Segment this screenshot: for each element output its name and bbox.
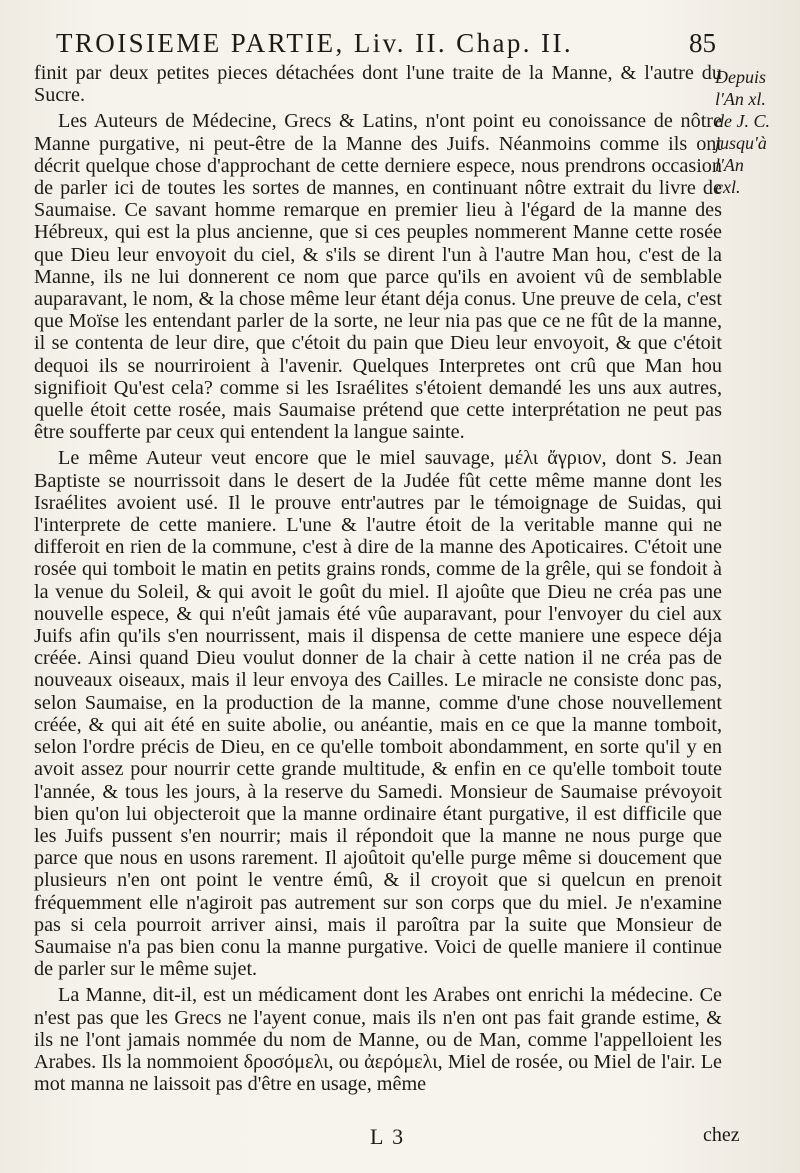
signature-mark: L 3 bbox=[370, 1124, 406, 1149]
catchword: chez bbox=[703, 1124, 740, 1146]
page-number: 85 bbox=[689, 28, 716, 58]
margin-note: Depuis bbox=[715, 67, 766, 87]
paragraph-2: Les Auteurs de Médecine, Grecs & Latins, n'ont point eu conoissance de nôtre Manne purgative, ni peut-être de la Manne des Juifs. Néanmoins comme ils ont décrit quelque chose d'approchant de cette derniere espece, nous prendrons occasion de parler ici de toutes les sortes de mannes, en continuant nôtre extrait du livre de Saumaise. Ce savant homme remarque en premier lieu à l'égard de la manne des Hébreux, qui est la plus ancienne, que si ces peuples nommerent Manne cette rosée que Dieu leur envoyoit du ciel, & s'ils se dirent l'un à l'autre Man hou, c'est de la Manne, ils ne lui donnerent ce nom que parce qu'ils en avoient vû de semblable auparavant, le nom, & la chose même leur étant déja conus. Une preuve de cela, c'est que Moïse les entendant parler de la sorte, ne leur nia pas que ce ne fût de la manne, il se contenta de leur dire, que c'étoit du pain que Dieu leur envoyoit, & que c'étoit dequoi ils se nourriroient à l'avenir. Quelques Interpretes ont crû que Man hou signifioit Qu'est cela? comme si les Israélites s'étoient demandé les uns aux autres, quelle étoit cette rosée, mais Saumaise prétend que cette interprétation ne peut pas être soufferte par ceux qui entendent la langue sainte. bbox=[34, 110, 722, 444]
running-title: TROISIEME PARTIE, Liv. II. Chap. II. bbox=[56, 28, 573, 58]
margin-note: cxl. bbox=[715, 177, 741, 197]
paragraph-1: finit par deux petites pieces détachées dont l'une traite de la Manne, & l'autre du Sucre. bbox=[34, 62, 722, 107]
margin-note-dates bbox=[715, 66, 800, 198]
paragraph-4: La Manne, dit-il, est un médicament dont les Arabes ont enrichi la médecine. Ce n'est pas que les Grecs ne l'ayent conue, mais ils n'en ont pas fait grande estime, & ils ne l'ont jamais nommée du nom de Manne, ou de Man, comme l'appelloient les Arabes. Ils la nommoient δροσόμελι, ou ἀερόμελι, Miel de rosée, ou Miel de l'air. Le mot manna ne laissoit pas d'être en usage, même bbox=[34, 984, 722, 1096]
margin-note: jusqu'à bbox=[715, 133, 767, 153]
margin-note: de J. C. bbox=[715, 111, 770, 131]
margin-note: l'An xl. bbox=[715, 89, 766, 109]
running-header bbox=[56, 28, 716, 60]
page-footer bbox=[0, 1124, 800, 1154]
main-text bbox=[34, 62, 722, 1099]
paragraph-3: Le même Auteur veut encore que le miel sauvage, μέλι ἄγριον, dont S. Jean Baptiste se nourrissoit dans le desert de la Judée fût cette même manne dont les Israélites avoient usé. Il le prouve entr'autres par le témoignage de Suidas, qui l'interprete de cette maniere. L'une & l'autre étoit de la veritable manne qui ne differoit en rien de la commune, c'est à dire de la manne des Apoticaires. C'étoit une rosée qui tomboit le matin en petits grains ronds, comme de la grêle, qui se fondoit à la venue du Soleil, & qui avoit le goût du miel. Il ajoûte que Dieu ne créa pas une nouvelle espece, & qui n'eût jamais été vûe auparavant, pour l'envoyer du ciel aux Juifs afin qu'ils s'en nourrissent, mais il dispensa de cette maniere une espece déja créée. Ainsi quand Dieu voulut donner de la chair à cette nation il ne créa pas de nouveaux oiseaux, mais il leur envoya des Cailles. Le miracle ne consiste donc pas, selon Saumaise, en la production de la manne, comme d'une chose nouvellement créée, & qui ait été en suite abolie, ou anéantie, mais en ce que la manne tomboit, selon l'ordre précis de Dieu, en ce qu'elle tomboit abondamment, en sorte qu'il y en avoit assez pour nourrir cette grande multitude, & enfin en ce qu'elle tomboit toute l'année, & tous les jours, à la reserve du Samedi. Monsieur de Saumaise prévoyoit bien qu'on lui objecteroit que la manne ordinaire étant purgative, il est difficile que les Juifs pussent s'en nourrir; mais il répondoit que la manne ne nous purge que parce que nous en usons rarement. Il ajoûtoit qu'elle purge même si doucement que plusieurs n'en ont point le ventre émû, & il croyoit que si quelcun en prenoit fréquemment elle n'agiroit pas autrement sur son corps que du miel. Je n'examine pas si cela pourroit arriver ainsi, mais il paroîtra par la suite que Monsieur de Saumaise n'a pas bien conu la manne purgative. Voici de quelle maniere il continue de parler sur le même sujet. bbox=[34, 447, 722, 981]
margin-note: l'An bbox=[715, 155, 744, 175]
